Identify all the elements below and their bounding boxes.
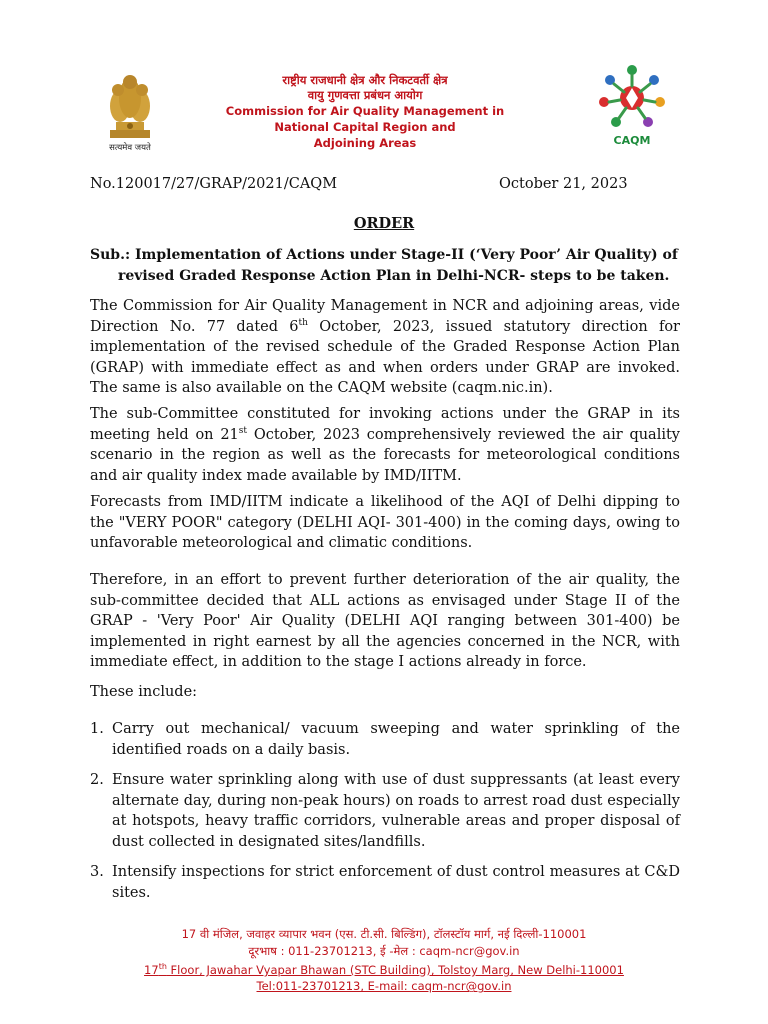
paragraph-2-part-a: The sub-Committee constituted for invoking actions under the GRAP in its meeting held on 21 <box>90 406 680 443</box>
caqm-logo-text: CAQM <box>613 134 651 147</box>
list-item-number: 2. <box>90 772 104 788</box>
paragraph-2 <box>90 404 680 486</box>
paragraph-1 <box>90 296 680 399</box>
list-item-number: 1. <box>90 721 104 737</box>
reference-number: No.120017/27/GRAP/2021/CAQM <box>90 176 338 192</box>
footer-english-contact: Tel:011-23701213, E-mail: caqm-ncr@gov.in <box>256 979 512 994</box>
national-emblem-icon <box>96 68 164 152</box>
list-item <box>90 862 680 903</box>
emblem-motto: सत्यमेव जयते <box>109 143 151 153</box>
paragraph-4: Therefore, in an effort to prevent further deterioration of the air quality, the sub-committee decided that ALL actions as envisaged under Stage II of the GRAP - 'Very Poor' Air Quality (DELHI AQI ranging between 301-400) be implemented in right earnest by all the agencies concerned in the NCR, with immediate effect, in addition to the stage I actions already in force. <box>90 572 680 670</box>
paragraph-3: Forecasts from IMD/IITM indicate a likelihood of the AQI of Delhi dipping to the "VERY POOR" category (DELHI AQI- 301-400) in the coming days, owing to unfavorable meteorological and climatic conditions. <box>90 494 680 551</box>
paragraph-1-sup: th <box>298 317 308 328</box>
list-item-text: Ensure water sprinkling along with use of dust suppressants (at least every alternate day, during non-peak hours) on roads to arrest road dust especially at hotspots, heavy traffic corridors, vulnerable areas and proper disposal of dust collected in designated sites/landfills. <box>112 772 680 850</box>
subject-line <box>90 245 680 287</box>
header-english-line2: National Capital Region and <box>274 120 456 134</box>
paragraph-1-part-b: October, 2023, issued statutory direction for implementation of the revised schedule of the Graded Response Action Plan (GRAP) with immediate effect as and when orders under GRAP are invoked. The same is also available on the CAQM website (caqm.nic.in). <box>90 318 680 396</box>
caqm-logo-icon <box>598 64 666 128</box>
actions-list <box>90 719 680 913</box>
paragraph-2-part-b: October, 2023 comprehensively reviewed the air quality scenario in the region as well as the forecasts for meteorological conditions and air quality index made available by IMD/IITM. <box>90 426 680 484</box>
footer-hindi-address: 17 वी मंजिल, जवाहर व्यापार भवन (एस. टी.सी. बिल्डिंग), टॉलस्टॉय मार्ग, नई दिल्ली-110001 <box>181 927 587 941</box>
footer-hindi-contact: दूरभाष : 011-23701213, ई -मेल : caqm-ncr@gov.in <box>248 943 520 958</box>
footer-floor-number: 17 <box>144 962 159 977</box>
paragraph-5: These include: <box>90 684 198 700</box>
list-item-text: Intensify inspections for strict enforcement of dust control measures at C&D sites. <box>112 864 680 901</box>
list-item <box>90 719 680 760</box>
header-hindi-line2: वायु गुणवत्ता प्रबंधन आयोग <box>307 88 423 102</box>
footer-address <box>0 926 768 995</box>
subject-line1: Sub.: Implementation of Actions under Stage-II (‘Very Poor’ Air Quality) of <box>90 247 678 263</box>
footer-english-address <box>0 959 768 978</box>
header-english-line1: Commission for Air Quality Management in <box>225 104 505 118</box>
header-hindi-line1: राष्ट्रीय राजधानी क्षेत्र और निकटवर्ती क्षेत्र <box>282 73 448 87</box>
list-item <box>90 770 680 852</box>
header-english-line3: Adjoining Areas <box>313 136 417 150</box>
subject-line2: revised Graded Response Action Plan in Delhi-NCR- steps to be taken. <box>118 268 670 284</box>
header-title-block <box>205 73 525 151</box>
order-date: October 21, 2023 <box>499 176 628 192</box>
list-item-number: 3. <box>90 864 104 880</box>
footer-address-rest: Floor, Jawahar Vyapar Bhawan (STC Building), Tolstoy Marg, New Delhi-110001 <box>166 962 624 977</box>
footer-floor-sup: th <box>158 962 167 971</box>
document-title: ORDER <box>353 215 415 232</box>
paragraph-2-sup: st <box>238 425 248 436</box>
paragraph-1-part-a: The Commission for Air Quality Management in NCR and adjoining areas, vide Direction No. 77 dated 6 <box>90 298 680 335</box>
list-item-text: Carry out mechanical/ vacuum sweeping and water sprinkling of the identified roads on a daily basis. <box>112 721 680 758</box>
